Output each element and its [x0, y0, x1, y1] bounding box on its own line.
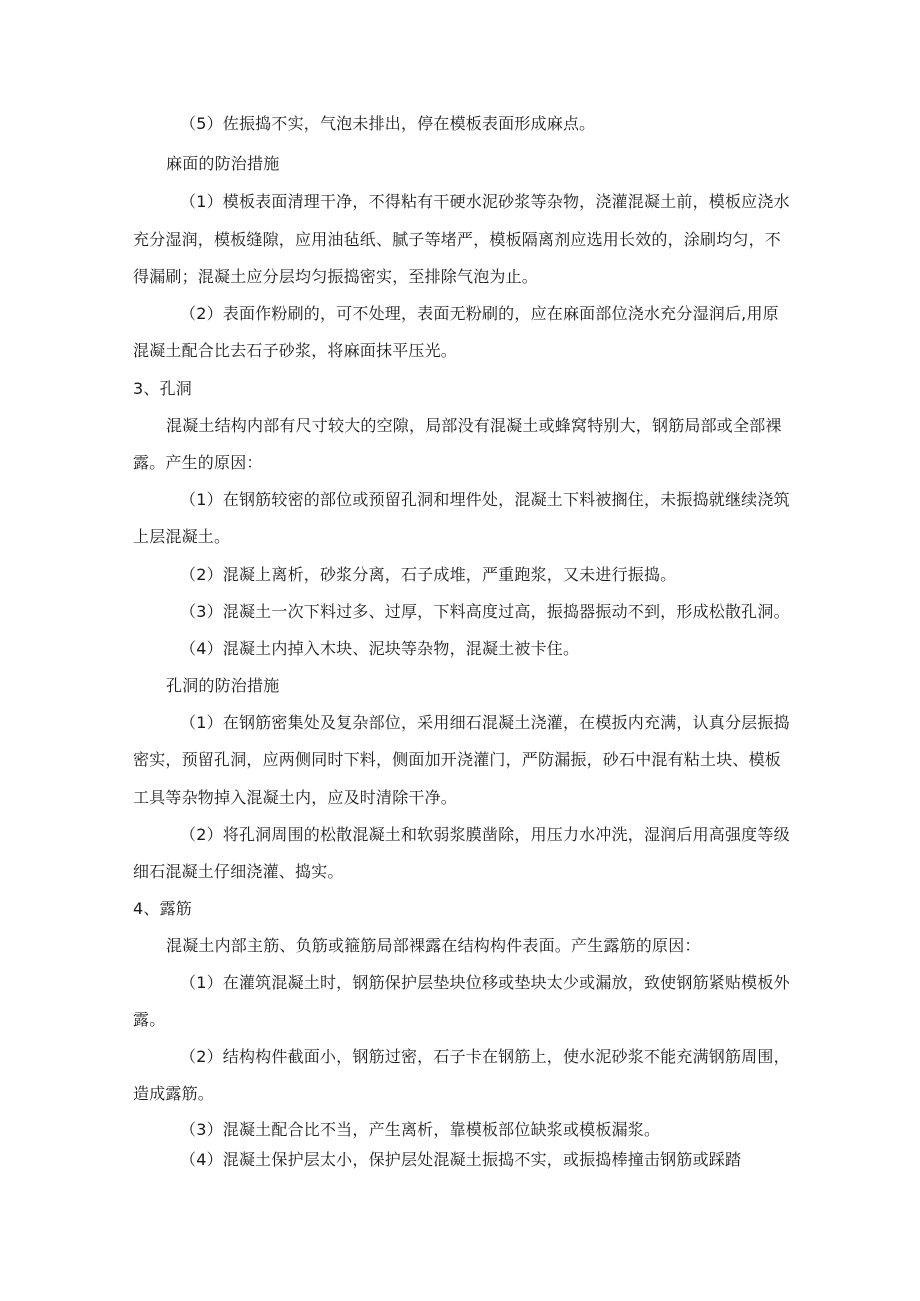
- holes-cause-1-line-2: 上层混凝土。: [133, 527, 231, 546]
- prevention-1-line-3: 得漏刷；混凝土应分层均匀振捣密实，至排除气泡为止。: [133, 267, 539, 286]
- rebar-cause-4: （4）混凝土保护层太小，保护层处混凝土振捣不实，或振捣棒撞击钢筋或踩踏: [180, 1150, 742, 1169]
- rebar-cause-1-line-1: （1）在灌筑混凝土时，钢筋保护层垫块位移或垫块太少或漏放，致使钢筋紧贴模板外: [180, 973, 790, 992]
- exposed-rebar-intro: 混凝土内部主筋、负筋或箍筋局部裸露在结构构件表面。产生露筋的原因：: [166, 936, 701, 955]
- prevention-2-line-2: 混凝土配合比去石子砂浆，将麻面抹平压光。: [133, 341, 458, 360]
- holes-cause-2: （2）混凝上离析，砂浆分离，石子成堆，严重跑浆，又未进行振捣。: [180, 565, 677, 584]
- rebar-cause-3: （3）混凝土配合比不当，产生离析，靠模板部位缺浆或模板漏浆。: [180, 1120, 661, 1139]
- holes-intro-line-2: 露。产生的原因：: [133, 453, 263, 472]
- holes-cause-1-line-1: （1）在钢筋较密的部位或预留孔洞和埋件处，混凝土下料被搁住，未振捣就继续浇筑: [180, 490, 790, 509]
- prevention-1-line-2: 充分湿润，模板缝隙，应用油毡纸、腻子等堵严，模板隔离剂应选用长效的，涂刷均匀，不: [133, 230, 782, 249]
- item-5-cause-text: （5）佐振捣不实，气泡未排出，停在模板表面形成麻点。: [180, 114, 596, 133]
- rebar-cause-1-line-2: 露。: [133, 1010, 166, 1029]
- holes-prevention-2-line-2: 细石混凝土仔细浇灌、捣实。: [133, 862, 344, 881]
- section-heading-exposed-rebar: 4、露筋: [133, 899, 192, 918]
- subheading-surface-pitting-prevention: 麻面的防治措施: [166, 154, 280, 173]
- rebar-cause-2-line-1: （2）结构构件截面小，钢筋过密，石子卡在钢筋上，使水泥砂浆不能充满钢筋周围，: [180, 1047, 790, 1066]
- section-heading-holes: 3、孔洞: [133, 379, 192, 398]
- prevention-1-line-1: （1）模板表面清理干净，不得粘有干硬水泥砂浆等杂物，浇灌混凝土前，模板应浇水: [180, 192, 790, 211]
- subheading-holes-prevention: 孔洞的防治措施: [166, 676, 280, 695]
- holes-prevention-1-line-1: （1）在钢筋密集处及复杂部位，采用细石混凝土浇灌，在模扳内充满，认真分层振捣: [180, 713, 790, 732]
- prevention-2-line-1: （2）表面作粉刷的，可不处理，表面无粉刷的，应在麻面部位浇水充分湿润后,用原: [180, 304, 779, 323]
- rebar-cause-2-line-2: 造成露筋。: [133, 1084, 215, 1103]
- holes-prevention-2-line-1: （2）将孔洞周围的松散混凝土和软弱浆膜凿除，用压力水冲洗，湿润后用高强度等级: [180, 825, 790, 844]
- holes-cause-4: （4）混凝土内掉入木块、泥块等杂物，混凝土被卡住。: [180, 639, 580, 658]
- holes-intro-line-1: 混凝土结构内部有尺寸较大的空隙，局部没有混凝土或蜂窝特别大，钢筋局部或全部裸: [166, 416, 782, 435]
- holes-prevention-1-line-2: 密实，预留孔洞，应两侧同时下料，侧面加开浇灌门，严防漏振，砂石中混有粘土块、模板: [133, 750, 782, 769]
- holes-prevention-1-line-3: 工具等杂物掉入混凝土内，应及时清除干净。: [133, 788, 458, 807]
- holes-cause-3: （3）混凝土一次下料过多、过厚，下料高度过高，振捣器振动不到，形成松散孔洞。: [180, 602, 790, 621]
